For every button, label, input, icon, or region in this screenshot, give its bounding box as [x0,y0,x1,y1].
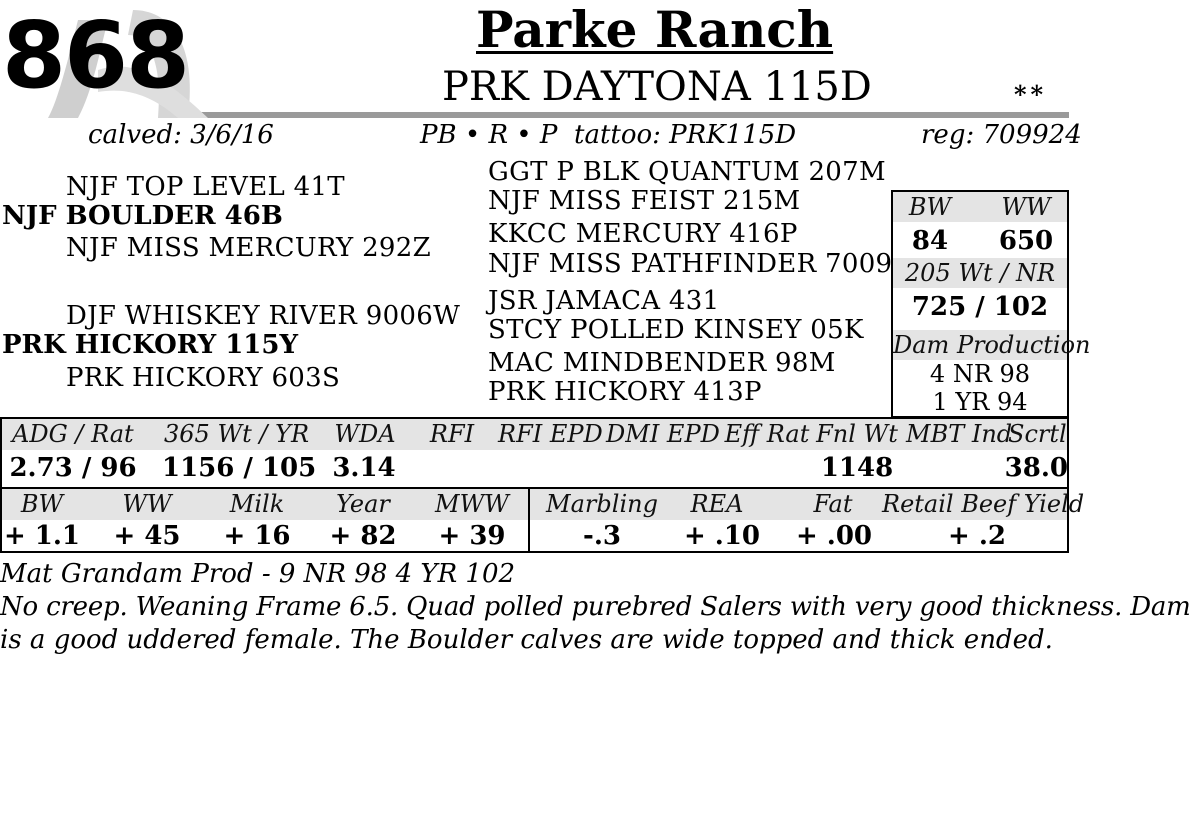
epd-header: BW [20,490,64,518]
dam-production-label: Dam Production [893,331,1091,359]
perf-header: Eff Rat [724,420,810,448]
grand-ancestor-5: JSR JAMACA 431 [488,286,720,316]
epd-value: + .00 [795,521,873,551]
epd-header: MWW [435,490,509,518]
epd-header: Fat [813,490,853,518]
epd-header: Retail Beef Yield [882,490,1085,518]
epd-value: + 16 [223,521,291,551]
perf-header: 365 Wt / YR [164,420,310,448]
perf-header: DMI EPD [606,420,720,448]
dam: PRK HICKORY 115Y [2,330,299,360]
perf-value: 2.73 / 96 [9,453,137,483]
grand-ancestor-1: GGT P BLK QUANTUM 207M [488,157,886,187]
epd-value: + 45 [113,521,181,551]
ww-label: WW [1001,193,1051,221]
perf-header: RFI [429,420,475,448]
epd-header: REA [690,490,744,518]
ranch-name: Parke Ranch [476,0,834,59]
perf-value: 1148 [820,453,894,483]
comments-line-2: is a good uddered female. The Boulder calves are wide topped and thick ended. [0,625,1053,655]
perf-header: WDA [334,420,396,448]
dam-production-1: 4 NR 98 [929,360,1031,388]
grand-ancestor-8: PRK HICKORY 413P [488,377,762,407]
bw-value: 84 [911,226,949,256]
epd-table [0,487,1085,553]
sire-sire: NJF TOP LEVEL 41T [66,172,345,202]
perf-header: Scrtl [1008,420,1067,448]
grand-ancestor-7: MAC MINDBENDER 98M [488,348,836,378]
epd-value: + 82 [329,521,397,551]
epd-value: + 1.1 [3,521,81,551]
perf-header: Fnl Wt [816,420,898,448]
perf-value: 3.14 [332,453,396,483]
registration-number: reg: 709924 [921,120,1082,150]
dam-sire: DJF WHISKEY RIVER 9006W [66,301,461,331]
perf-header: ADG / Rat [12,420,134,448]
grand-ancestor-3: KKCC MERCURY 416P [488,219,798,249]
epd-header: Year [336,490,390,518]
epd-divider [528,489,530,551]
epd-header: WW [122,490,172,518]
tattoo: tattoo: PRK115D [574,120,797,150]
weights-box [891,190,1091,418]
epd-header: Marbling [546,490,658,518]
wt205-value: 725 / 102 [911,292,1049,322]
performance-table [0,417,1069,489]
ww-value: 650 [998,226,1054,256]
grand-ancestor-2: NJF MISS FEIST 215M [488,186,801,216]
grand-ancestor-4: NJF MISS PATHFINDER 7009 [488,249,893,279]
perf-header: MBT Ind [906,420,1013,448]
perf-value: 38.0 [1004,453,1068,483]
lot-number: 868 [2,2,189,109]
bw-label: BW [908,193,952,221]
animal-name: PRK DAYTONA 115D [442,64,872,110]
mat-grandam-production: Mat Grandam Prod - 9 NR 98 4 YR 102 [0,559,516,589]
star-rating: ** [1014,80,1048,109]
calved-date: calved: 3/6/16 [88,120,274,150]
perf-header: RFI EPD [498,420,603,448]
sire-dam: NJF MISS MERCURY 292Z [66,233,431,263]
epd-value: -.3 [583,521,621,551]
epd-value: + .2 [948,521,1006,551]
grand-ancestor-6: STCY POLLED KINSEY 05K [488,315,864,345]
epd-header: Milk [229,490,285,518]
dam-production-2: 1 YR 94 [932,388,1028,416]
perf-value: 1156 / 105 [162,453,317,483]
breed-code: PB • R • P [420,120,558,150]
sire: NJF BOULDER 46B [2,201,283,231]
wt205-label: 205 Wt / NR [904,259,1056,287]
dam-dam: PRK HICKORY 603S [66,363,341,393]
comments-line-1: No creep. Weaning Frame 6.5. Quad polled purebred Salers with very good thickness. Dam [0,592,1191,622]
epd-value: + 39 [438,521,506,551]
epd-value: + .10 [683,521,761,551]
